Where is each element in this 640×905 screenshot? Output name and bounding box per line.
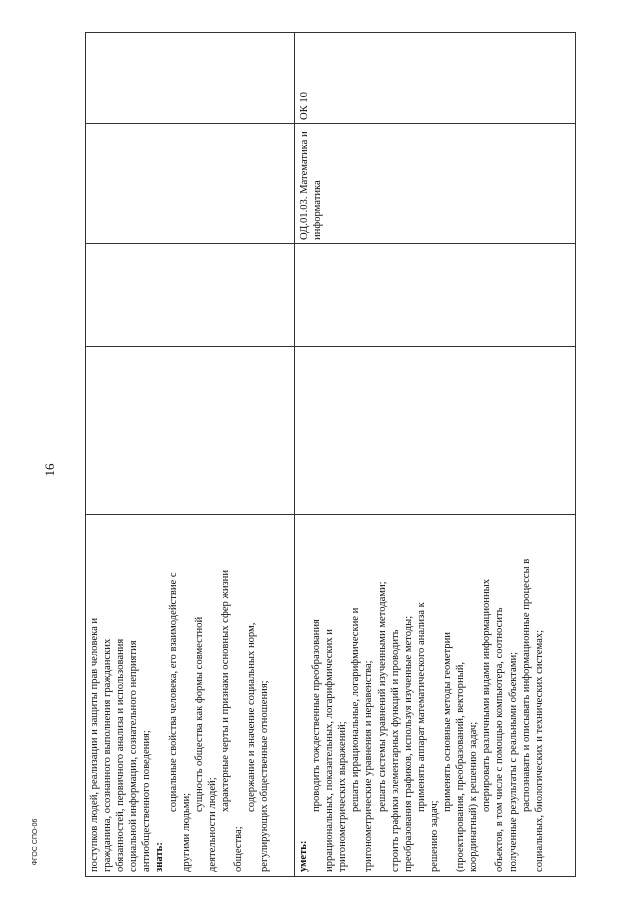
text-line: проводить тождественные преобразования: [311, 619, 323, 812]
text-line: регулирующих общественные отношения;: [259, 680, 271, 872]
competence-cell: [86, 33, 294, 123]
requirements-cell: [295, 514, 575, 876]
text-line: полученные результаты с реальными объектами;: [507, 651, 519, 872]
text-line: характерные черты и признаки основных сфер жизни: [219, 569, 231, 812]
text-line: решать иррациональные, логарифмические и: [350, 607, 362, 812]
text-line: тригонометрические уравнения и неравенства;: [363, 660, 375, 872]
text-line: решать системы уравнений изученными методами;: [376, 581, 388, 812]
text-line: общества;: [233, 826, 245, 872]
text-line: социальной информации, сознательного неприятия: [128, 640, 140, 872]
empty-cell-hours-class: [295, 243, 575, 346]
table-row-mathematics: [295, 32, 576, 877]
text-line: содержание и значение социальных норм,: [246, 622, 258, 812]
text-line: другими людьми;: [180, 792, 192, 872]
footer-label: ФГОС СПО-06: [32, 818, 39, 866]
empty-cell-hours-class: [86, 243, 294, 346]
text-line: (проектирования, преобразований, векторный,: [455, 661, 467, 872]
section-heading: знать:: [154, 842, 166, 872]
text-line: деятельности людей;: [206, 777, 218, 872]
text-line: применять аппарат математического анализа к: [415, 602, 427, 812]
text-line: применять основные методы геометрии: [442, 632, 454, 812]
section-heading: уметь:: [298, 840, 309, 872]
discipline-cell: [86, 123, 294, 243]
requirements-cell: [86, 514, 294, 876]
table-body: [85, 32, 576, 877]
text-line: координатный) к решению задач;: [468, 721, 480, 872]
text-line: антиобщественного поведения;: [141, 730, 153, 872]
text-line: обязанностей, первичного анализа и использования: [115, 638, 127, 872]
empty-cell-hours-max: [295, 346, 575, 514]
text-line: объектов, в том числе с помощью компьютера, соотносить: [494, 607, 506, 872]
text-line: распознавать и описывать информационные процессы в: [520, 558, 532, 812]
text-line: строить графики элементарных функций и проводить: [389, 629, 401, 872]
text-line: сущность общества как формы совместной: [193, 616, 205, 812]
competence-cell: ОК 10: [299, 92, 310, 120]
discipline-cell: ОД.01.03. Математика и информатика: [295, 123, 575, 243]
table-row-social-studies: [85, 32, 295, 877]
text-line: решению задач;: [428, 800, 440, 872]
empty-cell-hours-max: [86, 346, 294, 514]
text-line: гражданина, осознанного выполнения гражданских: [102, 638, 114, 872]
text-line: иррациональных, показательных, логарифмических и: [324, 629, 336, 872]
page-number: 16: [42, 463, 57, 477]
competence-table: [85, 32, 576, 877]
text-line: оперировать различными видами информационных: [481, 578, 493, 812]
text-line: социальных, биологических и технических системах;: [533, 629, 545, 872]
text-line: преобразования графиков, используя изученные методы;: [402, 615, 414, 872]
text-line: социальные свойства человека, его взаимодействие с: [167, 572, 179, 812]
text-line: поступков людей, реализации и защиты прав человека и: [89, 617, 100, 872]
text-line: тригонометрических выражений;: [337, 721, 349, 872]
